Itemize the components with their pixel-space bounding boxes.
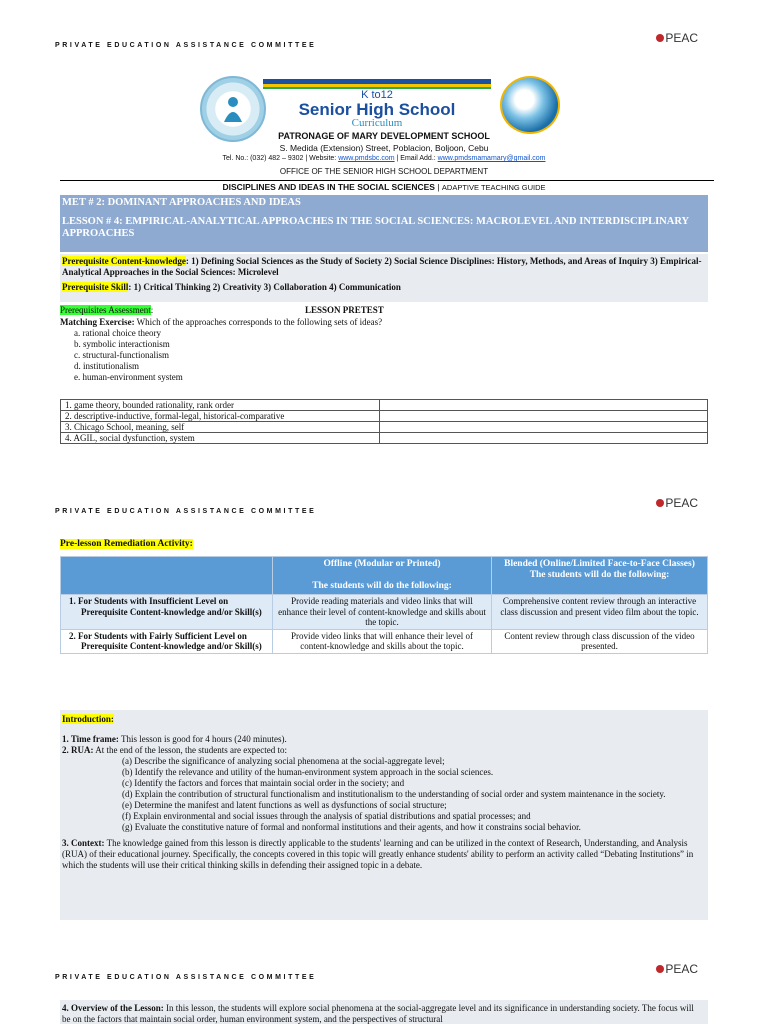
assessment-header xyxy=(60,305,708,317)
rua-label: 2. RUA: xyxy=(62,745,94,755)
prereq-block xyxy=(60,254,708,302)
matching-instruction xyxy=(60,317,708,328)
list-item: (e) Determine the manifest and latent functions as well as dysfunctions of social structure; xyxy=(122,800,447,810)
row-label: 1. For Students with Insufficient Level on Prerequisite Content-knowledge and/or Skill(s) xyxy=(61,595,273,630)
assessment-block xyxy=(60,305,708,383)
answer-cell[interactable] xyxy=(380,433,708,444)
overview-block xyxy=(60,1000,708,1024)
introduction-title xyxy=(60,710,708,725)
guide-label: ADAPTIVE TEACHING GUIDE xyxy=(441,183,546,192)
introduction-title-text: Introduction: xyxy=(62,714,114,724)
match-item: 4. AGIL, social dysfunction, system xyxy=(61,433,380,444)
col-header-blended xyxy=(492,557,708,595)
row-label: 2. For Students with Fairly Sufficient Level on Prerequisite Content-knowledge and/or Skill(s) xyxy=(61,629,273,653)
prereq-content xyxy=(60,254,708,278)
table-row xyxy=(61,595,708,630)
table-row xyxy=(61,400,708,411)
table-header-row xyxy=(61,557,708,595)
choice-item: b. symbolic interactionism xyxy=(74,339,170,349)
school-name: PATRONAGE OF MARY DEVELOPMENT SCHOOL xyxy=(278,131,490,141)
choice-item: c. structural-functionalism xyxy=(74,350,169,360)
timeframe-label: 1. Time frame: xyxy=(62,734,119,744)
match-item: 3. Chicago School, meaning, self xyxy=(61,422,380,433)
col-header-offline xyxy=(273,557,492,595)
remediation-title-text: Pre-lesson Remediation Activity: xyxy=(60,539,193,549)
subject-sep: | xyxy=(434,182,442,192)
website-link[interactable]: www.pmdsbc.com xyxy=(338,155,395,162)
offline-sub: The students will do the following: xyxy=(312,581,452,591)
rua xyxy=(60,745,708,756)
lesson-title: LESSON # 4: EMPIRICAL-ANALYTICAL APPROACHES IN THE SOCIAL SCIENCES: MACROLEVEL AND INTERDISCIPLINARY APPROACHES xyxy=(62,216,689,239)
peac-logo-text: PEAC xyxy=(665,962,698,976)
banner-sub: Curriculum xyxy=(351,117,403,129)
blended-label: Blended (Online/Limited Face-to-Face Classes) xyxy=(504,559,695,569)
objective-list xyxy=(60,756,708,833)
answer-cell[interactable] xyxy=(380,400,708,411)
table-row xyxy=(61,629,708,653)
table-row xyxy=(61,411,708,422)
banner-main: Senior High School xyxy=(298,100,456,119)
contact-prefix: Tel. No.: (032) 482 – 9302 | Website: xyxy=(222,155,339,162)
email-link[interactable]: www.pmdsmamamary@gmail.com xyxy=(437,155,546,162)
instruction-label: Matching Exercise: xyxy=(60,317,135,327)
row-blended: Content review through class discussion of the video presented. xyxy=(492,629,708,653)
committee-header-3: PRIVATE EDUCATION ASSISTANCE COMMITTEE xyxy=(55,974,317,981)
subject-title: DISCIPLINES AND IDEAS IN THE SOCIAL SCIENCES xyxy=(222,182,435,192)
shs-banner xyxy=(263,79,491,127)
instruction-text: Which of the approaches corresponds to the following sets of ideas? xyxy=(134,317,383,327)
met-title: MET # 2: DOMINANT APPROACHES AND IDEAS xyxy=(62,197,301,208)
overview-label: 4. Overview of the Lesson: xyxy=(62,1003,164,1013)
overview-text xyxy=(60,1000,708,1024)
choice-item: a. rational choice theory xyxy=(74,328,161,338)
context-label: 3. Context: xyxy=(62,838,105,848)
list-item: (d) Explain the contribution of structural functionalism and institutionalism to the understanding of social order and system maintenance in the society. xyxy=(122,789,666,799)
contact-mid: | Email Add.: xyxy=(394,155,438,162)
row-blended: Comprehensive content review through an interactive class discussion and present video film about the topic. xyxy=(492,595,708,630)
blended-sub: The students will do the following: xyxy=(529,570,670,580)
offline-label: Offline (Modular or Printed) xyxy=(323,559,441,569)
row-offline: Provide video links that will enhance their level of content-knowledge and skills about the topic. xyxy=(273,629,492,653)
remediation-table xyxy=(60,556,708,654)
list-item: (a) Describe the significance of analyzing social phenomena at the social-aggregate level; xyxy=(122,756,445,766)
shs-emblem-icon xyxy=(500,76,560,134)
committee-header: PRIVATE EDUCATION ASSISTANCE COMMITTEE xyxy=(55,42,317,49)
peac-logo-3 xyxy=(656,962,698,976)
choice-list xyxy=(60,328,708,383)
table-row xyxy=(61,433,708,444)
choice-item: e. human-environment system xyxy=(74,372,183,382)
answer-cell[interactable] xyxy=(380,422,708,433)
choice-item: d. institutionalism xyxy=(74,361,140,371)
lesson-band xyxy=(60,195,708,252)
list-item: (b) Identify the relevance and utility of the human-environment system approach in the social sciences. xyxy=(122,767,494,777)
prereq-skill-label: Prerequisite Skill xyxy=(62,282,129,292)
school-contact xyxy=(0,155,768,162)
match-item: 2. descriptive-inductive, formal-legal, historical-comparative xyxy=(61,411,380,422)
subject-line xyxy=(0,182,768,192)
office-name: OFFICE OF THE SENIOR HIGH SCHOOL DEPARTMENT xyxy=(279,167,489,176)
prereq-skill-text: : 1) Critical Thinking 2) Creativity 3) Collaboration 4) Communication xyxy=(128,282,401,292)
overview-body: In this lesson, the students will explore social phenomena at the social-aggregate level and its significance in understanding society. The focus will be on the factors that maintain social order, human environment system, and the perspectives of structural xyxy=(62,1003,694,1024)
list-item: (c) Identify the factors and forces that maintain social order in the society; and xyxy=(122,778,405,788)
match-item: 1. game theory, bounded rationality, rank order xyxy=(61,400,380,411)
peac-logo-icon xyxy=(656,965,664,973)
remediation-title xyxy=(60,539,193,549)
context xyxy=(60,833,708,871)
timeframe xyxy=(60,725,708,745)
prereq-content-label: Prerequisite Content-knowledge xyxy=(62,256,186,266)
list-item: (f) Explain environmental and social issues through the analysis of spatial distributions and spatial processes; and xyxy=(122,811,531,821)
matching-table xyxy=(60,399,708,444)
peac-logo-text: PEAC xyxy=(665,31,698,45)
timeframe-text: This lesson is good for 4 hours (240 minutes). xyxy=(118,734,287,744)
rua-text: At the end of the lesson, the students are expected to: xyxy=(93,745,287,755)
context-text: The knowledge gained from this lesson is directly applicable to the students' learning and can be utilized in the context of Research, Understanding, and Analysis (RUA) of their educational journey. Specifically, the concepts covered in this topic will greatly enhance students' ability to perform an activity called “Debating Institutions” in which the students will use their critical thinking skills in defending their assigned topic in a debate. xyxy=(62,838,694,870)
assessment-colon: : xyxy=(150,305,154,315)
col-header-empty xyxy=(61,557,273,595)
row-offline: Provide reading materials and video links that will enhance their level of content-knowledge and skills about the topic. xyxy=(273,595,492,630)
school-address: S. Medida (Extension) Street, Poblacion, Boljoon, Cebu xyxy=(279,143,489,153)
answer-cell[interactable] xyxy=(380,411,708,422)
peac-logo-text: PEAC xyxy=(665,496,698,510)
banner-k12: K to12 xyxy=(361,89,393,101)
pretest-title: LESSON PRETEST xyxy=(305,305,384,315)
header-divider xyxy=(60,180,714,181)
peac-logo xyxy=(656,31,698,45)
assessment-label: Prerequisites Assessment xyxy=(60,305,151,315)
prereq-skill xyxy=(60,278,708,293)
peac-logo-2 xyxy=(656,496,698,510)
table-row xyxy=(61,422,708,433)
prereq-content-text: : 1) Defining Social Sciences as the Study of Society 2) Social Science Disciplines: History, Methods, and Areas of Inquiry 3) Empirical-Analytical Approaches in the Social Sciences: Microlevel xyxy=(62,256,702,277)
peac-logo-icon xyxy=(656,34,664,42)
introduction-block xyxy=(60,710,708,920)
committee-header-2: PRIVATE EDUCATION ASSISTANCE COMMITTEE xyxy=(55,508,317,515)
list-item: (g) Evaluate the constitutive nature of formal and nonformal institutions and their agents, and how it constrains social behavior. xyxy=(122,822,581,832)
peac-logo-icon xyxy=(656,499,664,507)
